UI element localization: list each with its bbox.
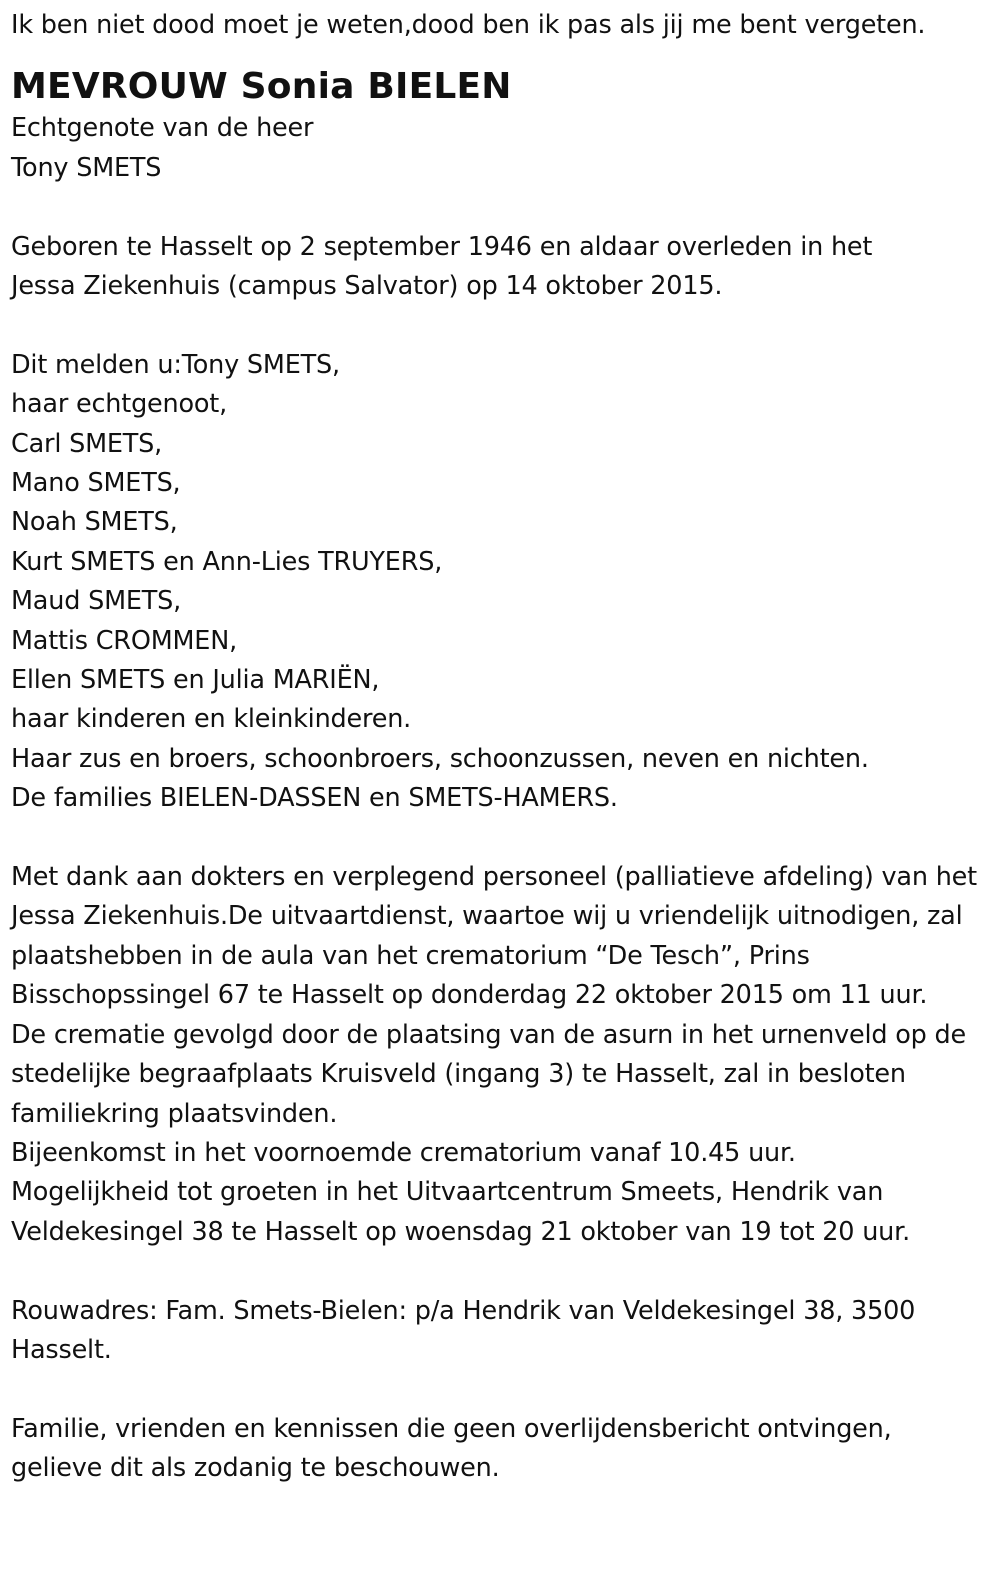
announcer-line: haar kinderen en kleinkinderen. <box>11 704 412 735</box>
spouse-intro: Echtgenote van de heer <box>11 113 314 144</box>
spacer <box>11 306 989 345</box>
announcer-line: Maud SMETS, <box>11 586 182 617</box>
announcers-list <box>11 346 989 819</box>
announcer-line: Noah SMETS, <box>11 507 178 538</box>
memorial-quote: Ik ben niet dood moet je weten,dood ben ik pas als jij me bent vergeten. <box>11 10 926 40</box>
announcer-line: Carl SMETS, <box>11 428 163 459</box>
spacer <box>11 1370 989 1409</box>
announcer-line: De families BIELEN-DASSEN en SMETS-HAMERS. <box>11 783 618 814</box>
spouse-name: Tony SMETS <box>11 152 162 183</box>
birth-death-line-2: Jessa Ziekenhuis (campus Salvator) op 14 oktober 2015. <box>11 271 723 302</box>
birth-death-line-1: Geboren te Hasselt op 2 september 1946 en aldaar overleden in het <box>11 231 873 262</box>
announcer-line: Kurt SMETS en Ann-Lies TRUYERS, <box>11 546 443 577</box>
gathering-paragraph: Bijeenkomst in het voornoemde crematorium vanaf 10.45 uur. <box>11 1137 796 1168</box>
announcer-line: haar echtgenoot, <box>11 389 228 420</box>
spacer <box>11 1252 989 1291</box>
announcer-line: Dit melden u:Tony SMETS, <box>11 349 340 380</box>
announcer-line: Haar zus en broers, schoonbroers, schoonzussen, neven en nichten. <box>11 743 869 774</box>
thanks-and-ceremony-paragraph: Met dank aan dokters en verplegend personeel (palliatieve afdeling) van het Jessa Ziekenhuis.De uitvaartdienst, waartoe wij u vriendelijk uitnodigen, zal plaatshebben in de aula van het crematorium “De Tesch”, Prins Bisschopssingel 67 te Hasselt op donderdag 22 oktober 2015 om 11 uur. <box>11 862 977 1011</box>
viewing-paragraph: Mogelijkheid tot groeten in het Uitvaartcentrum Smeets, Hendrik van Veldekesingel 38 te Hasselt op woensdag 21 oktober van 19 tot 20 uur. <box>11 1177 910 1247</box>
deceased-name: MEVROUW Sonia BIELEN <box>11 66 512 108</box>
spacer <box>11 819 989 858</box>
cremation-paragraph: De crematie gevolgd door de plaatsing van de asurn in het urnenveld op de stedelijke begraafplaats Kruisveld (ingang 3) te Hasselt, zal in besloten familiekring plaatsvinden. <box>11 1019 967 1129</box>
closing-note: Familie, vrienden en kennissen die geen overlijdensbericht ontvingen, gelieve dit als zodanig te beschouwen. <box>11 1413 892 1484</box>
announcer-line: Mano SMETS, <box>11 468 181 499</box>
spacer <box>11 188 989 227</box>
announcer-line: Ellen SMETS en Julia MARIËN, <box>11 665 380 696</box>
announcer-line: Mattis CROMMEN, <box>11 625 237 656</box>
mourning-address: Rouwadres: Fam. Smets-Bielen: p/a Hendrik van Veldekesingel 38, 3500 Hasselt. <box>11 1295 916 1365</box>
